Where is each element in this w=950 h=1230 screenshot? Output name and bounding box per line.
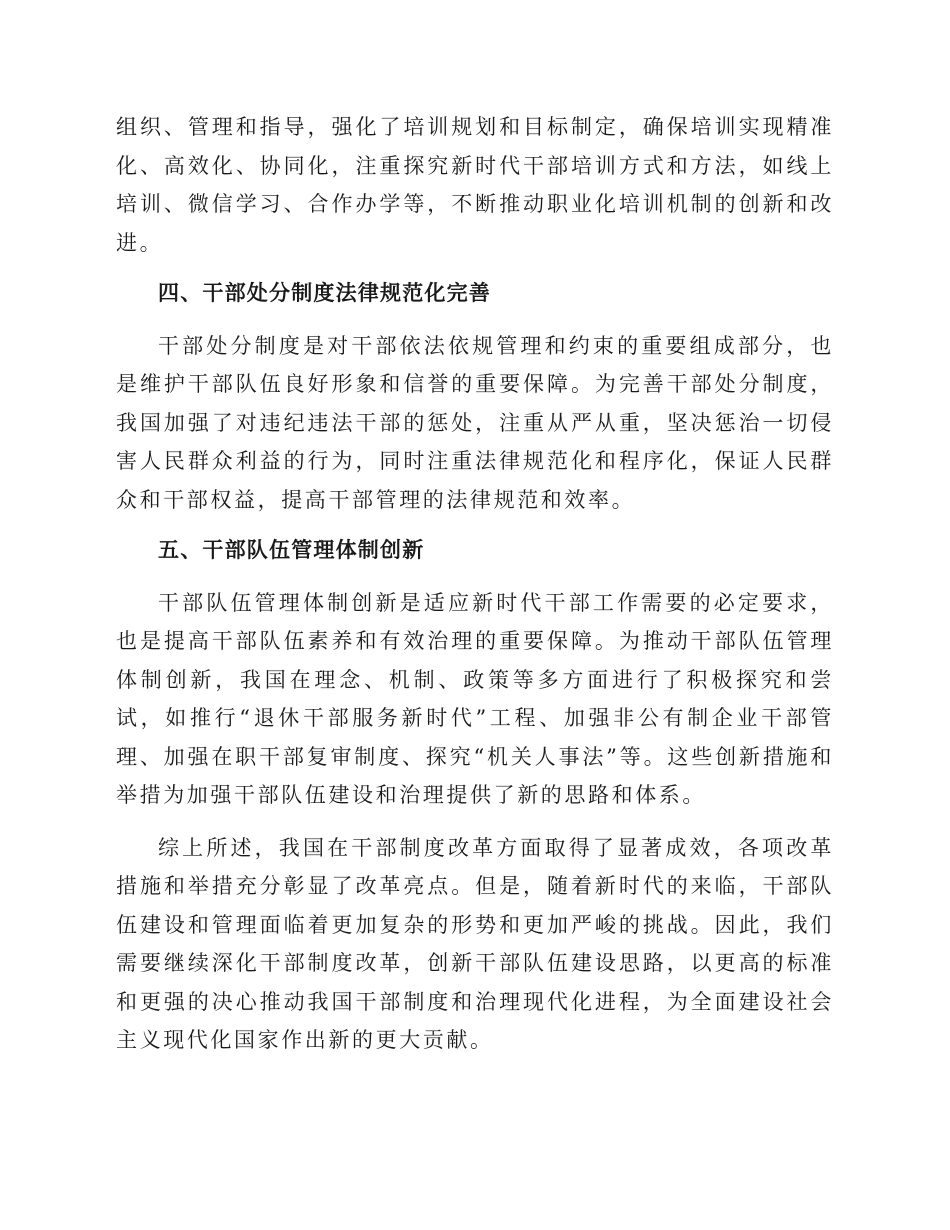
paragraph-section-5: 干部队伍管理体制创新是适应新时代干部工作需要的必定要求，也是提高干部队伍素养和有效治理的重要保障。为推动干部队伍管理体制创新，我国在理念、机制、政策等多方面进行了积极探究和尝试，如推行“退休干部服务新时代”工程、加强非公有制企业干部管理、加强在职干部复审制度、探究“机关人事法”等。这些创新措施和举措为加强干部队伍建设和治理提供了新的思路和体系。 — [116, 590, 834, 807]
paragraph-summary: 综上所述，我国在干部制度改革方面取得了显著成效，各项改革措施和举措充分彰显了改革亮点。但是，随着新时代的来临，干部队伍建设和管理面临着更加复杂的形势和更加严峻的挑战。因此，我们需要继续深化干部制度改革，创新干部队伍建设思路，以更高的标准和更强的决心推动我国干部制度和治理现代化进程，为全面建设社会主义现代化国家作出新的更大贡献。 — [116, 835, 834, 1052]
paragraph-continued: 组织、管理和指导，强化了培训规划和目标制定，确保培训实现精准化、高效化、协同化，注重探究新时代干部培训方式和方法，如线上培训、微信学习、合作办学等，不断推动职业化培训机制的创新和改进。 — [116, 115, 834, 255]
section-heading-5: 五、干部队伍管理体制创新 — [158, 538, 425, 562]
paragraph-section-4: 干部处分制度是对干部依法依规管理和约束的重要组成部分，也是维护干部队伍良好形象和信誉的重要保障。为完善干部处分制度，我国加强了对违纪违法干部的惩处，注重从严从重，坚决惩治一切侵害人民群众利益的行为，同时注重法律规范化和程序化，保证人民群众和干部权益，提高干部管理的法律规范和效率。 — [116, 333, 834, 512]
section-heading-4: 四、干部处分制度法律规范化完善 — [158, 281, 491, 305]
